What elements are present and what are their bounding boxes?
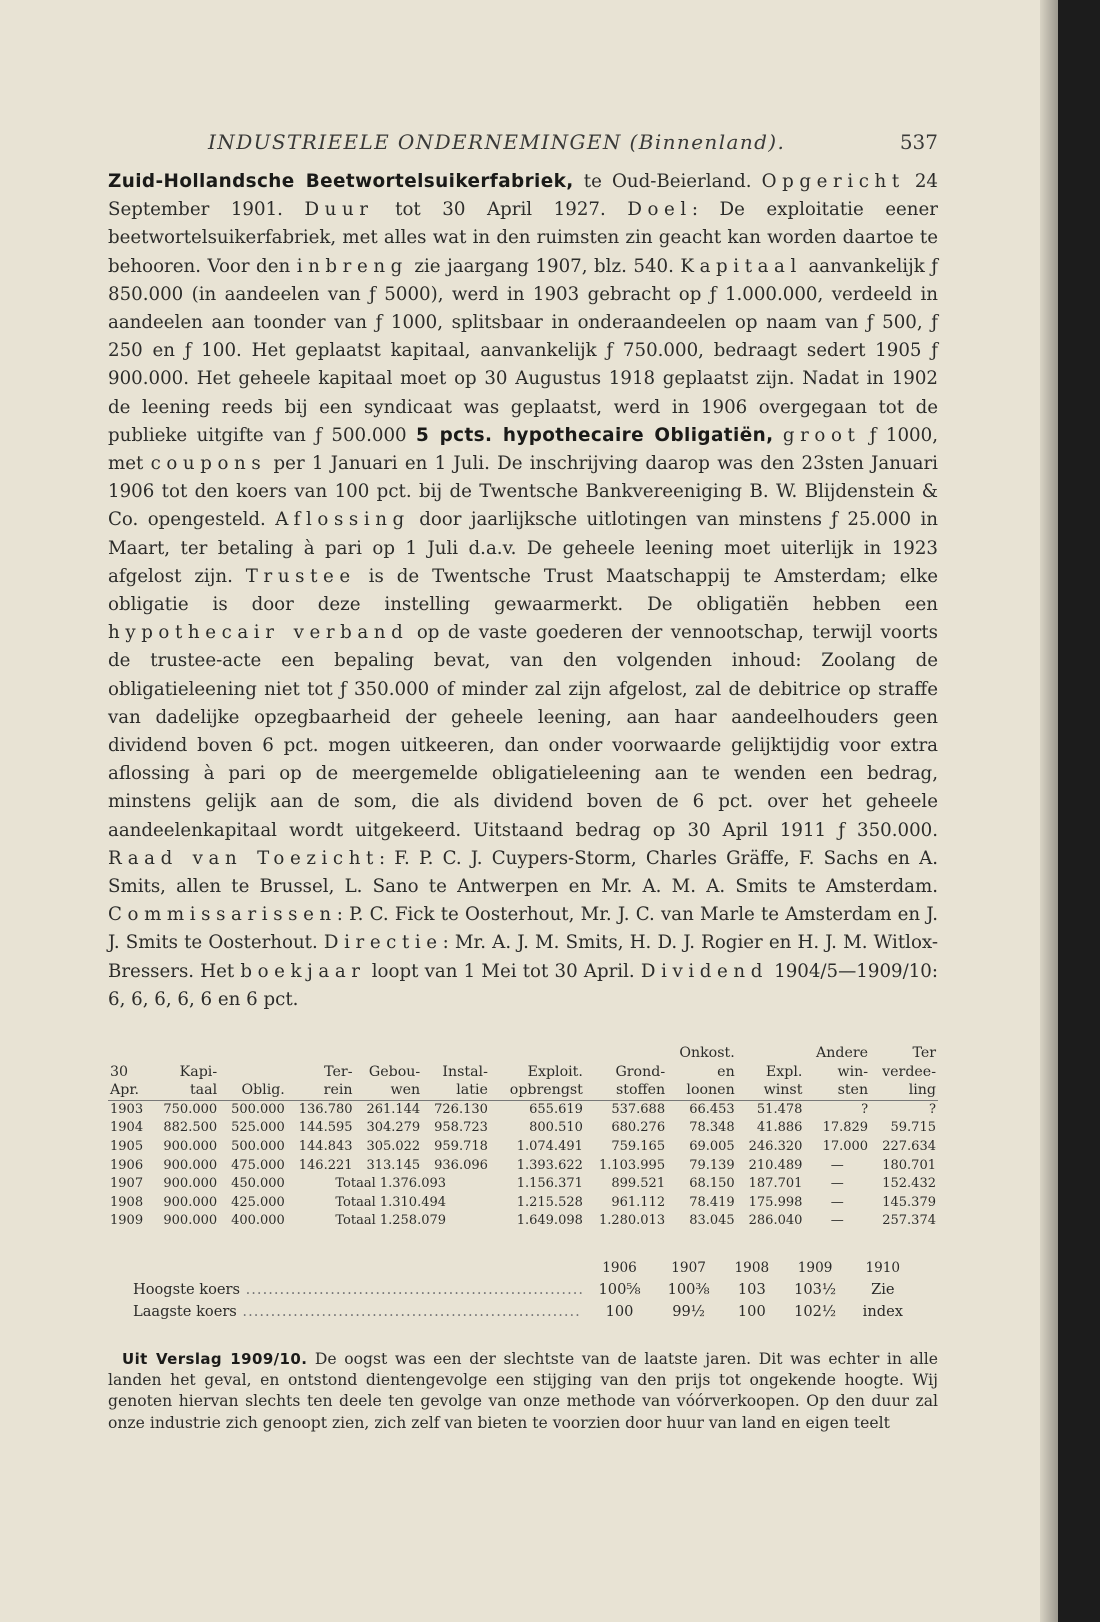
table-cell-onkosten: 78.419 [689,1194,735,1210]
table-cell-gebouwen: 304.279 [366,1120,421,1136]
table-cell-exploit: 1.074.491 [516,1139,583,1155]
raad-label: Raad van Toezicht [108,847,379,869]
table-cell-gebouwen: 261.144 [366,1101,421,1117]
table-cell-verdeeling: 152.432 [882,1176,936,1192]
table-cell-kapitaal: 882.500 [163,1120,218,1136]
koers-label: Laagste koers [133,1303,237,1321]
table-cell-exploit: 1.393.622 [516,1157,583,1173]
col-header: winst [737,1081,805,1100]
table-cell-kapitaal: 900.000 [163,1157,218,1173]
table-header-row [108,1044,938,1063]
commissarissen-label: Commissarissen [108,904,337,926]
entry-text: : P. C. Fick te Oosterhout, Mr. J. C. van Marle te Amsterdam en J. J. Smits te Oosterhout. [108,904,938,954]
table-cell-exploit: 655.619 [529,1101,583,1117]
dividend-label: Dividend [640,960,768,982]
bond-name: 5 pcts. hypothecaire Obligatiën, [416,424,774,446]
table-cell-andere: 17.000 [822,1139,869,1155]
entry-text: : F. P. C. J. Cuypers-Storm, Charles Gräffe, F. Sachs en A. Smits, allen te Brussel, L. Sano te Antwerpen en Mr. A. M. A. Smits te Amsterdam. [108,847,938,898]
table-cell-grondstoffen: 899.521 [611,1176,666,1192]
table-cell-terrein: 144.843 [298,1139,353,1155]
table-cell-gebouwen: 313.145 [366,1157,421,1173]
koers-year: 1906 [602,1260,637,1277]
col-header: Ter- [324,1063,353,1080]
koers-label: Hoogste koers [133,1281,241,1299]
entry-text: tot 30 April 1927. [373,199,628,221]
entry-text: 1904/5—1909/10: 6, 6, 6, 6, 6 en 6 pct. [108,960,938,1010]
col-header: rein [287,1081,355,1100]
table-cell-winst: 41.886 [756,1120,803,1136]
table-cell-verdeeling: 227.634 [882,1139,936,1155]
koers-year: 1909 [797,1260,833,1277]
col-header: Oblig. [219,1081,287,1100]
table-header-row [108,1063,938,1082]
boekjaar-label: boekjaar [240,960,366,982]
table-row [108,1212,938,1231]
col-header: ling [870,1081,938,1100]
table-cell-installatie: 936.096 [434,1157,488,1173]
table-row [108,1100,938,1119]
koers-value: 103 [737,1281,766,1299]
table-cell-year: 1909 [110,1213,144,1229]
table-cell-kapitaal: 900.000 [163,1176,218,1192]
col-header: Instal- [442,1063,488,1080]
col-header: Onkost. [679,1045,735,1062]
table-row [108,1157,938,1176]
col-header: Expl. [765,1063,803,1080]
table-cell-winst: 286.040 [748,1213,803,1229]
duur-label: Duur [304,199,374,221]
koers-year: 1908 [734,1260,770,1277]
col-header: win- [837,1063,869,1080]
hypothecair-label: hypothecair verband [108,622,409,644]
table-row [108,1175,938,1194]
table-cell-oblig: 475.000 [231,1157,285,1173]
table-cell-grondstoffen: 1.280.013 [598,1213,666,1229]
col-header: wen [355,1081,423,1100]
col-header: Ter [912,1045,936,1062]
koers-table-body [132,1279,916,1323]
col-header: Apr. [108,1081,151,1100]
financial-table-body [108,1100,938,1231]
table-cell-oblig: 525.000 [231,1120,285,1136]
table-cell-installatie: 958.723 [434,1120,488,1136]
col-header: taal [151,1081,219,1100]
table-cell-gebouwen: 305.022 [366,1139,421,1155]
table-cell-kapitaal: 900.000 [163,1213,218,1229]
opgericht-label: Opgericht [761,171,905,192]
table-cell-verdeeling: ? [929,1101,936,1117]
table-cell-onkosten: 79.139 [689,1157,735,1173]
col-header: verdee- [882,1063,936,1080]
table-cell-installatie: 726.130 [434,1101,488,1117]
table-cell-andere: ? [861,1101,869,1117]
table-row [108,1194,938,1213]
koers-year: 1907 [671,1260,706,1277]
koers-row [132,1301,916,1323]
koers-value: 103½ [794,1281,837,1299]
table-cell-andere: — [830,1194,844,1210]
table-cell-oblig: 425.000 [231,1194,285,1210]
dot-leader: ............................................................ [236,1303,581,1321]
table-cell-verdeeling: 59.715 [890,1120,936,1136]
table-cell-oblig: 500.000 [231,1101,285,1117]
financial-table [108,1044,938,1231]
koers-row [132,1279,916,1301]
aflossing-label: Aflossing [275,509,410,531]
koers-label-cell [132,1301,585,1323]
annual-report-excerpt [108,1349,938,1434]
col-header: Kapi- [179,1063,218,1080]
table-cell-kapitaal: 750.000 [163,1101,218,1117]
entry-text: ƒ 1000, met [108,424,938,475]
table-cell-year: 1907 [110,1176,144,1192]
table-cell-andere: 17.829 [822,1120,869,1136]
doel-label: Doel [627,199,692,221]
col-header: sten [804,1081,870,1100]
koers-value: 100 [605,1303,634,1321]
entry-text: is de Twentsche Trust Maatschappij te Amsterdam; elke obligatie is door deze instelling gewaarmerkt. De obligatiën hebben een [108,565,938,616]
table-cell-year: 1903 [110,1101,144,1117]
col-header: loonen [667,1081,737,1100]
table-cell-winst: 210.489 [748,1157,803,1173]
koers-year-row [132,1257,916,1279]
entry-text [773,425,782,446]
table-cell-exploit: 1.649.098 [516,1213,583,1229]
koers-value: index [862,1303,903,1321]
table-cell-year: 1905 [110,1139,144,1155]
table-cell-grondstoffen: 759.165 [611,1139,666,1155]
table-cell-kapitaal: 900.000 [163,1139,218,1155]
entry-text: loopt van 1 Mei tot 30 April. [365,960,641,982]
table-cell-andere: — [830,1176,844,1192]
koers-value: 99½ [672,1303,705,1321]
koers-value: 100 [737,1303,766,1321]
groot-label: groot [782,424,861,446]
table-cell-year: 1908 [110,1194,144,1210]
table-cell-oblig: 400.000 [231,1213,285,1229]
entry-text: door jaarlijksche uitlotingen van minstens ƒ 25.000 in Maart, ter betaling à pari op 1 Juli d.a.v. De geheele leening moet uiterlijk in 1923 afgelost zijn. [108,509,938,587]
table-row [108,1138,938,1157]
table-cell-exploit: 1.215.528 [516,1194,583,1210]
entry-text: zie jaargang 1907, blz. 540. [407,255,681,277]
koers-value: Zie [871,1281,895,1299]
table-cell-verdeeling: 145.379 [882,1194,936,1210]
koers-value: 102½ [794,1303,837,1321]
table-cell-onkosten: 78.348 [689,1120,735,1136]
trustee-label: Trustee [245,565,356,587]
dot-leader: ............................................................ [240,1281,584,1299]
table-cell-totaal: Totaal 1.258.079 [335,1213,447,1229]
entry-text: per 1 Januari en 1 Juli. De inschrijving daarop was den 23sten Januari 1906 tot den koers van 100 pct. bij de Twentsche Bankvereeniging B. W. Blijdenstein & Co. opengesteld. [108,453,938,531]
table-row [108,1119,938,1138]
table-cell-onkosten: 69.005 [689,1139,735,1155]
table-cell-grondstoffen: 1.103.995 [598,1157,666,1173]
entry-text: 24 September 1901. [108,171,938,221]
company-entry [108,168,938,1014]
koers-value: 100⅝ [598,1281,641,1299]
table-cell-winst: 246.320 [748,1139,803,1155]
table-cell-exploit: 1.156.371 [516,1176,583,1192]
page-edge-shadow [1040,0,1058,1622]
entry-text: : Mr. A. J. M. Smits, H. D. J. Rogier en H. J. M. Witlox-Bressers. Het [108,932,938,982]
col-header: en [717,1063,735,1080]
entry-text: te Oud-Beierland. [573,171,762,192]
table-cell-verdeeling: 257.374 [882,1213,936,1229]
table-cell-onkosten: 83.045 [689,1213,735,1229]
running-header [108,130,938,160]
table-cell-andere: — [830,1213,844,1229]
report-text: De oogst was een der slechtste van de laatste jaren. Dit was echter in alle landen het geval, en ontstond dientengevolge een stijging van den prijs tot ongekende hoogte. Wij genoten hiervan slechts ten deele ten gevolge van onze methode van vóórverkoopen. Op den duur zal onze industrie zich genoopt zien, zich zelf van bieten te voorzien door huur van land en eigen teelt [108,1350,938,1432]
koers-table [132,1257,916,1323]
kapitaal-label: Kapitaal [680,255,802,277]
page-number: 537 [899,130,938,154]
table-cell-grondstoffen: 537.688 [611,1101,666,1117]
col-header: Grond- [615,1063,666,1080]
col-header: Exploit. [527,1063,583,1080]
table-cell-andere: — [830,1157,844,1173]
report-title: Uit Verslag 1909/10. [122,1350,308,1369]
table-cell-grondstoffen: 680.276 [611,1120,666,1136]
inbreng-label: inbreng [296,255,408,277]
koers-year: 1910 [865,1260,901,1277]
col-header: latie [422,1081,490,1100]
table-cell-totaal: Totaal 1.310.494 [335,1194,447,1210]
table-cell-onkosten: 68.150 [689,1176,735,1192]
col-header: stoffen [585,1081,667,1100]
page-content [108,130,938,1434]
table-cell-terrein: 146.221 [298,1157,353,1173]
entry-text: aanvankelijk ƒ 850.000 (in aandeelen van ƒ 5000), werd in 1903 gebracht op ƒ 1.000.000, verdeeld in aandeelen aan toonder van ƒ 1000, splitsbaar in onderaandeelen op naam van ƒ 500, ƒ 250 en ƒ 100. Het geplaatst kapitaal, aanvankelijk ƒ 750.000, bedraagt sedert 1905 ƒ 900.000. Het geheele kapitaal moet op 30 Augustus 1918 geplaatst zijn. Nadat in 1902 de leening reeds bij een syndicaat was geplaatst, werd in 1906 overgegaan tot de publieke uitgifte van ƒ 500.000 [108,255,938,446]
col-header: Gebou- [368,1063,421,1080]
table-header-row [108,1081,938,1100]
table-cell-kapitaal: 900.000 [163,1194,218,1210]
table-cell-winst: 187.701 [748,1176,803,1192]
company-name: Zuid-Hollandsche Beetwortelsuikerfabriek, [108,171,574,192]
table-cell-winst: 175.998 [748,1194,803,1210]
table-cell-verdeeling: 180.701 [882,1157,936,1173]
koers-label-cell [132,1279,585,1301]
table-cell-oblig: 500.000 [231,1139,285,1155]
running-title: INDUSTRIEELE ONDERNEMINGEN (Binnenland). [208,130,786,154]
table-cell-winst: 51.478 [756,1101,803,1117]
table-cell-installatie: 959.718 [434,1139,488,1155]
table-cell-exploit: 800.510 [529,1120,583,1136]
table-cell-oblig: 450.000 [231,1176,285,1192]
table-cell-terrein: 136.780 [298,1101,353,1117]
col-header: opbrengst [495,1081,585,1100]
table-cell-grondstoffen: 961.112 [611,1194,666,1210]
col-header: Andere [816,1045,869,1062]
table-cell-onkosten: 66.453 [689,1101,735,1117]
koers-value: 100⅜ [667,1281,710,1299]
entry-text: : De exploitatie eener beetwortelsuikerfabriek, met alles wat in den ruimsten zin geacht kan worden daartoe te behooren. Voor den [108,199,938,277]
table-cell-terrein: 144.595 [298,1120,353,1136]
coupons-label: coupons [150,453,267,475]
table-cell-year: 1906 [110,1157,144,1173]
directie-label: Directie [323,932,443,954]
table-cell-totaal: Totaal 1.376.093 [335,1176,447,1192]
entry-text: op de vaste goederen der vennootschap, terwijl voorts de trustee-acte een bepaling bevat, van den volgenden inhoud: Zoolang de obligatieleening niet tot ƒ 350.000 of minder zal zijn afgelost, zal de debitrice op straffe van dadelijke opzegbaarheid der geheele leening, aan haar aandeelhouders geen dividend boven 6 pct. mogen uitkeeren, dan onder voorwaarde gelijktijdig voor extra aflossing à pari op de meergemelde obligatieleening aan te wenden een bedrag, minstens gelijk aan de som, die als dividend boven de 6 pct. over het geheele aandeelenkapitaal wordt uitgekeerd. Uitstaand bedrag op 30 April 1911 ƒ 350.000. [108,622,938,841]
table-cell-year: 1904 [110,1120,144,1136]
col-header: 30 [110,1063,129,1080]
